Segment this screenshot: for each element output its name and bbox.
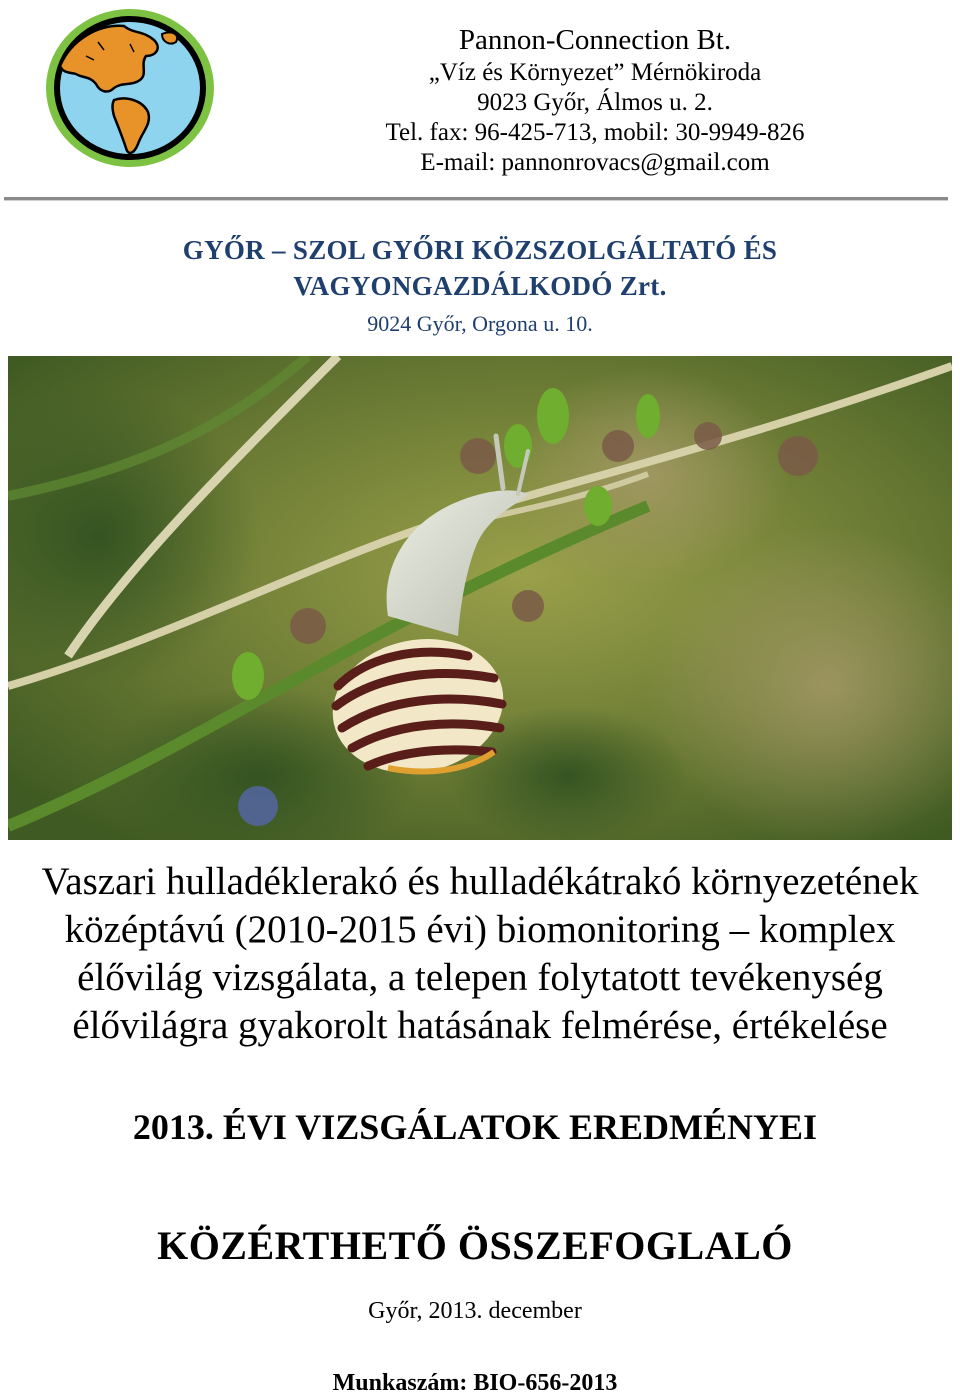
header-divider (4, 197, 948, 201)
company-name: Pannon-Connection Bt. (458, 24, 732, 56)
company-address: 9023 Győr, Álmos u. 2. (477, 89, 713, 116)
work-number: Munkaszám: BIO-656-2013 (332, 1370, 618, 1396)
document-title (0, 858, 960, 1050)
title-line: élővilágra gyakorolt hatásának felmérése, értékelése (72, 1004, 888, 1047)
globe-icon (42, 4, 222, 169)
company-subtitle: „Víz és Környezet” Mérnökiroda (428, 59, 762, 86)
client-address: 9024 Győr, Orgona u. 10. (367, 311, 593, 336)
results-heading: 2013. ÉVI VIZSGÁLATOK EREDMÉNYEI (132, 1107, 818, 1147)
client-block (0, 232, 960, 344)
title-line: középtávú (2010-2015 évi) biomonitoring – komplex (64, 908, 896, 951)
summary-heading: KÖZÉRTHETŐ ÖSSZEFOGLALÓ (157, 1223, 793, 1268)
title-line: Vaszari hulladéklerakó és hulladékátrakó környezetének (41, 860, 919, 903)
company-phone: Tel. fax: 96-425-713, mobil: 30-9949-826 (385, 119, 805, 146)
snail-on-plant-stem-photo (8, 356, 952, 840)
title-line: élővilág vizsgálata, a telepen folytatott tevékenység (77, 956, 883, 999)
company-header (230, 22, 960, 178)
document-date: Győr, 2013. december (368, 1298, 582, 1324)
company-email: E-mail: pannonrovacs@gmail.com (420, 149, 770, 176)
client-name-line1: GYŐR – SZOL GYŐRI KÖZSZOLGÁLTATÓ ÉS (182, 235, 778, 265)
client-name-line2: VAGYONGAZDÁLKODÓ Zrt. (293, 271, 667, 301)
